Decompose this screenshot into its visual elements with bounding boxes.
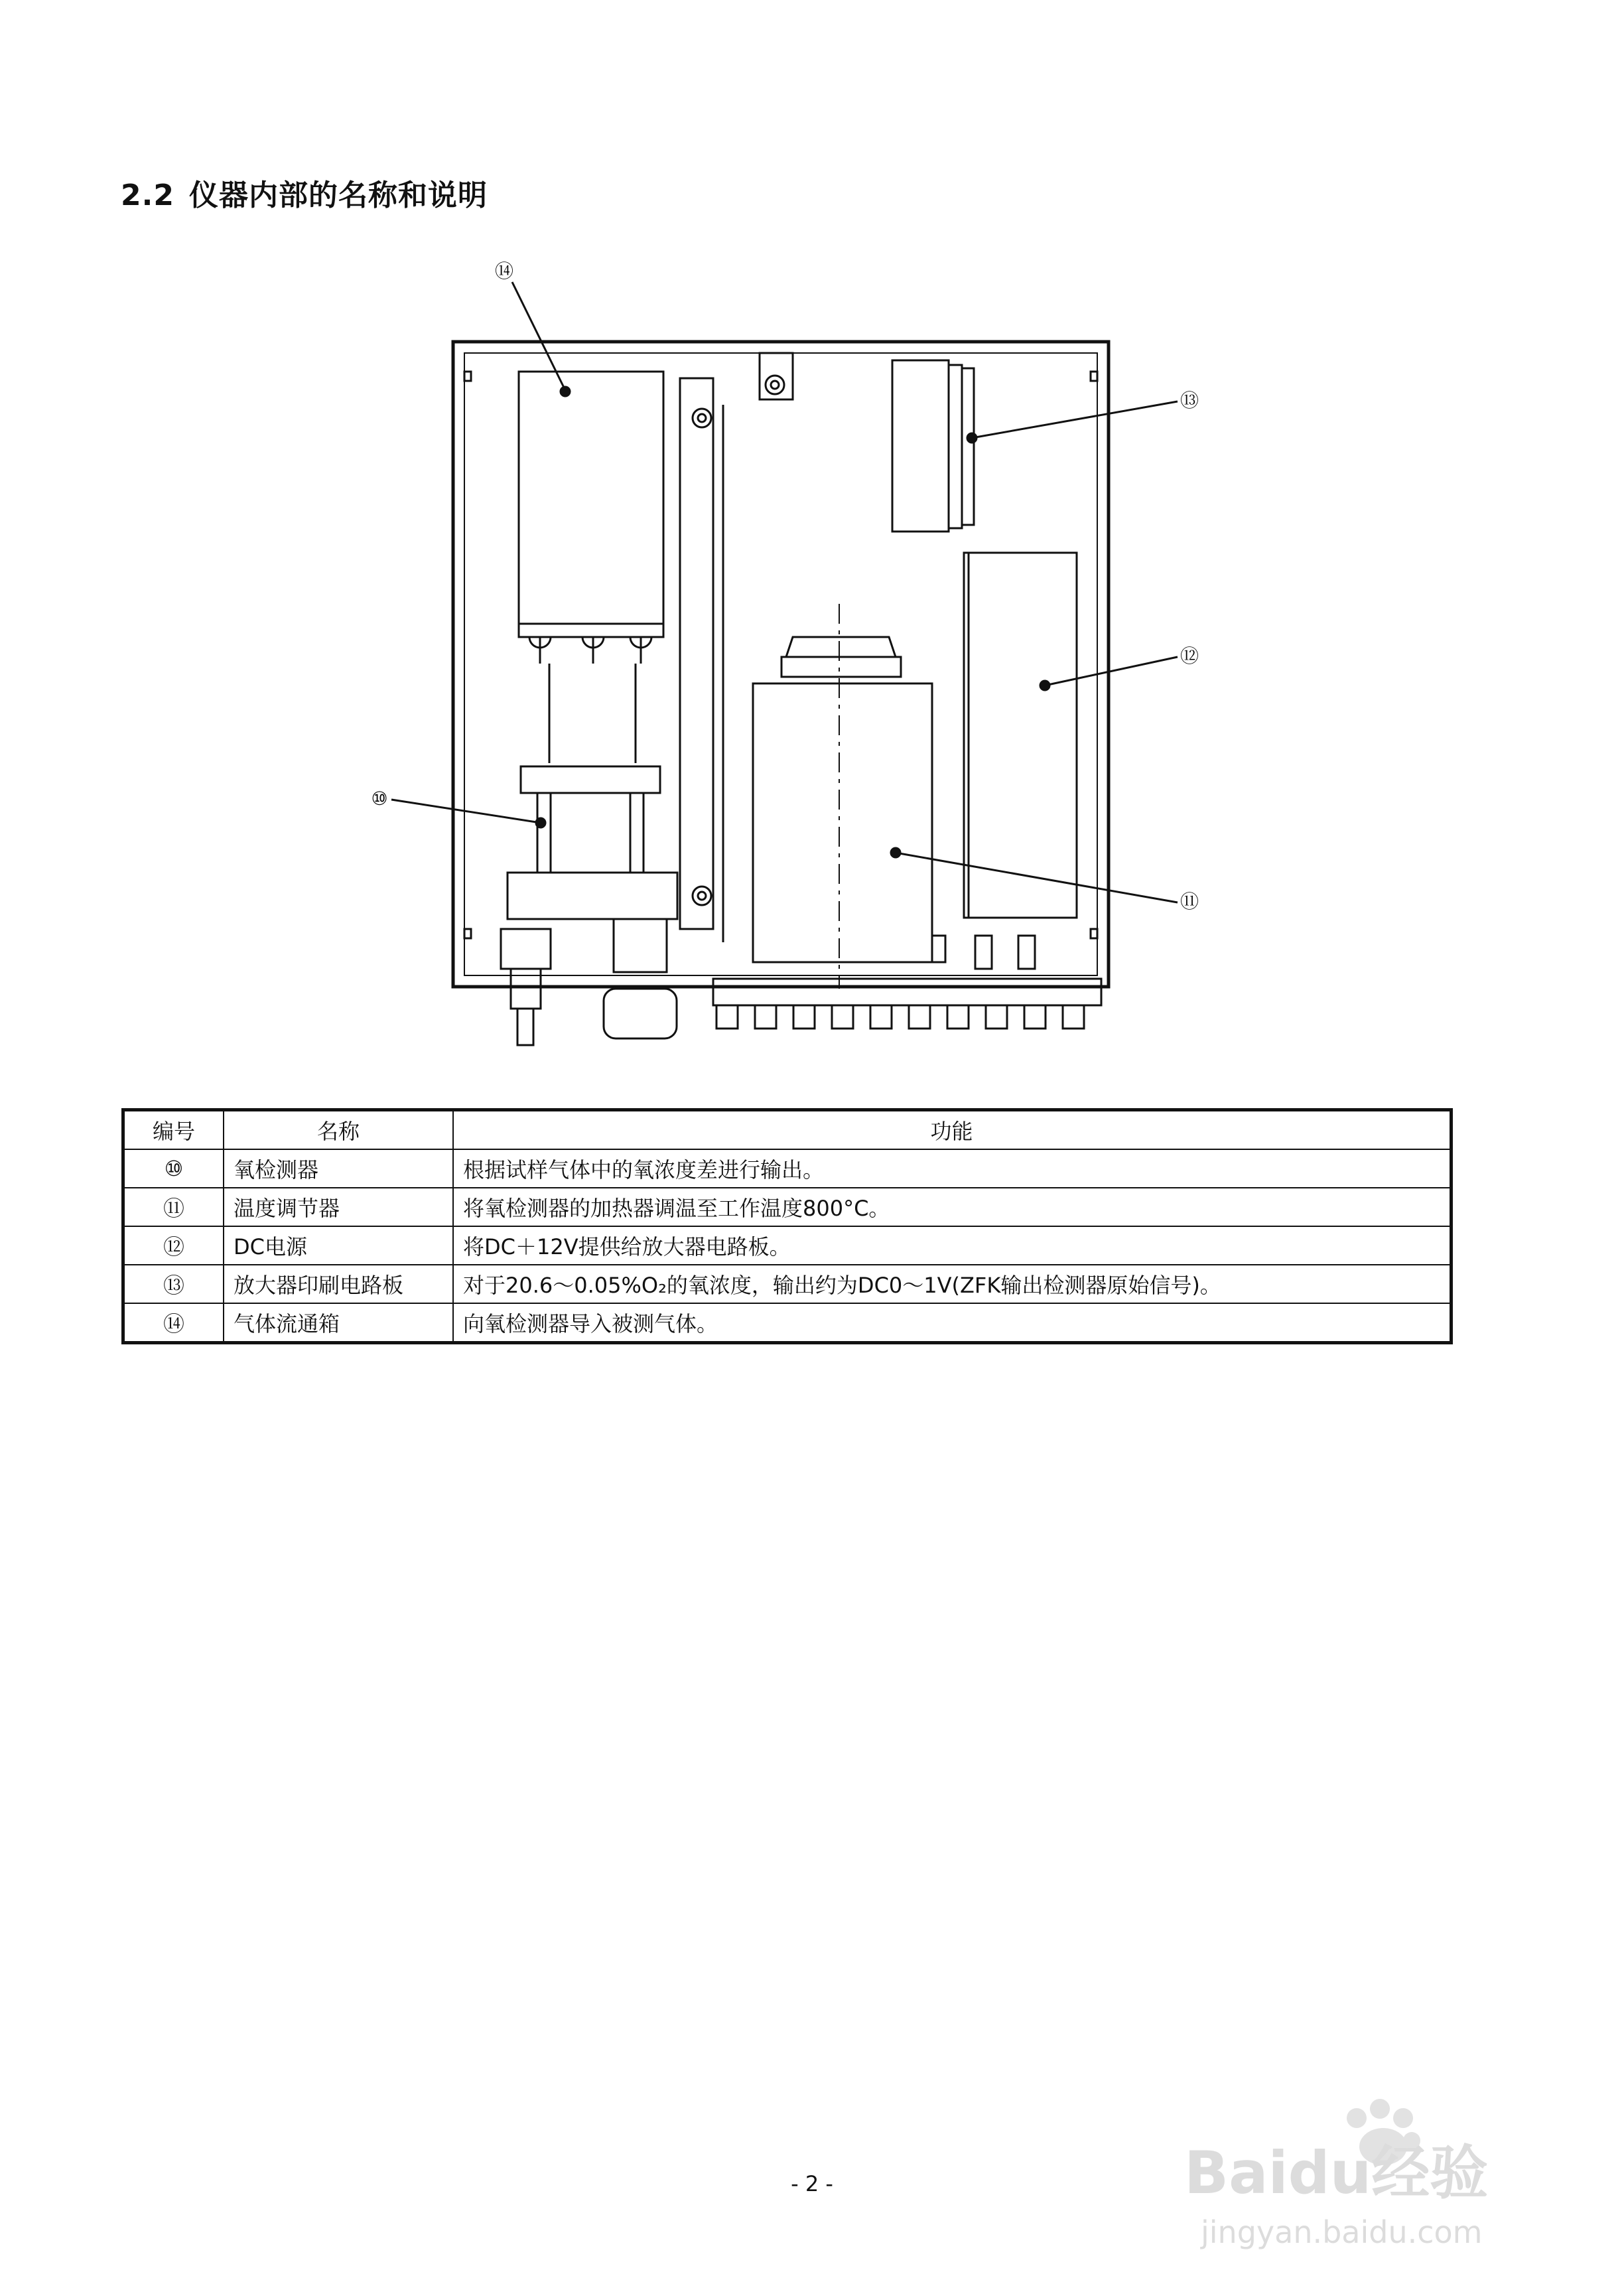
row-function: 将氧检测器的加热器调温至工作温度800°C。 bbox=[453, 1188, 1452, 1226]
row-number: ⑫ bbox=[123, 1226, 224, 1265]
table-header-row bbox=[123, 1110, 1452, 1150]
baidu-jingyan-watermark bbox=[1128, 2084, 1566, 2263]
table-row bbox=[123, 1303, 1452, 1343]
row-number: ⑪ bbox=[123, 1188, 224, 1226]
table-row bbox=[123, 1188, 1452, 1226]
table-row bbox=[123, 1149, 1452, 1188]
amplifier-pcb bbox=[892, 360, 949, 532]
header-function: 功能 bbox=[453, 1110, 1452, 1150]
mounting-bracket bbox=[680, 378, 713, 929]
watermark-brand: Baidu经验 bbox=[1184, 2139, 1489, 2207]
row-name: 气体流通箱 bbox=[224, 1303, 453, 1343]
page-number: - 2 - bbox=[791, 2171, 833, 2196]
dc-power-supply bbox=[964, 553, 1077, 918]
instrument-interior-diagram bbox=[0, 0, 1624, 1075]
table-row bbox=[123, 1226, 1452, 1265]
oxygen-detector-body bbox=[508, 873, 677, 919]
header-name: 名称 bbox=[224, 1110, 453, 1150]
section-number: 2.2 bbox=[121, 178, 174, 212]
gas-flow-box bbox=[519, 372, 663, 637]
callout-10: ⑩ bbox=[371, 788, 388, 810]
row-name: DC电源 bbox=[224, 1226, 453, 1265]
section-title: 仪器内部的名称和说明 bbox=[188, 178, 488, 212]
watermark-url: jingyan.baidu.com bbox=[1201, 2214, 1483, 2250]
row-number: ⑭ bbox=[123, 1303, 224, 1343]
callout-11: ⑪ bbox=[1180, 891, 1199, 912]
table-row bbox=[123, 1265, 1452, 1303]
oxygen-detector-top bbox=[521, 766, 660, 793]
row-name: 温度调节器 bbox=[224, 1188, 453, 1226]
header-number: 编号 bbox=[123, 1110, 224, 1150]
gas-flow-box-ports bbox=[529, 637, 651, 664]
callout-14: ⑭ bbox=[494, 260, 514, 282]
row-number: ⑬ bbox=[123, 1265, 224, 1303]
row-function: 根据试样气体中的氧浓度差进行输出。 bbox=[453, 1149, 1452, 1188]
row-function: 对于20.6～0.05%O₂的氧浓度，输出约为DC0～1V(ZFK输出检测器原始信号)。 bbox=[453, 1265, 1452, 1303]
callout-13: ⑬ bbox=[1180, 390, 1199, 411]
parts-table bbox=[121, 1108, 1453, 1344]
row-name: 氧检测器 bbox=[224, 1149, 453, 1188]
row-number: ⑩ bbox=[123, 1149, 224, 1188]
row-function: 将DC＋12V提供给放大器电路板。 bbox=[453, 1226, 1452, 1265]
row-name: 放大器印刷电路板 bbox=[224, 1265, 453, 1303]
callout-12: ⑫ bbox=[1180, 645, 1199, 667]
temperature-controller bbox=[753, 683, 932, 962]
row-function: 向氧检测器导入被测气体。 bbox=[453, 1303, 1452, 1343]
